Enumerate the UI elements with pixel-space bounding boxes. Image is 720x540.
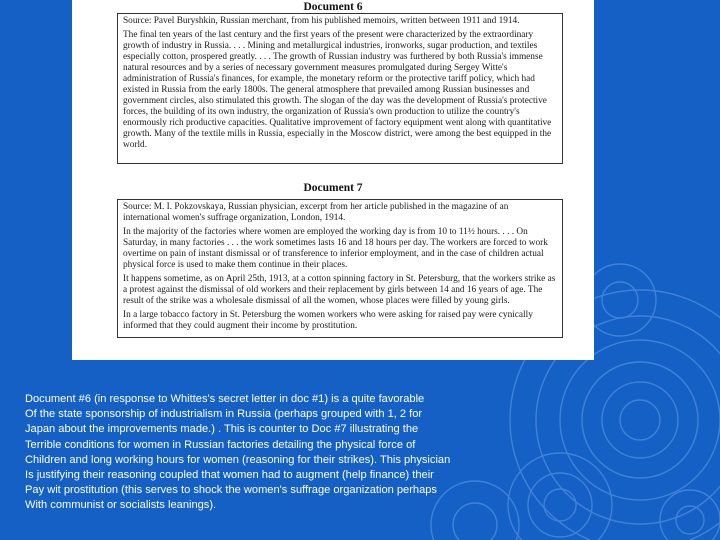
caption-line: Pay wit prostitution (this serves to shock the women's suffrage organization perhaps	[25, 484, 437, 497]
document-7-source: Source: M. I. Pokzovskaya, Russian physician, excerpt from her article published in the magazine of an international women's suffrage organization, London, 1914.	[123, 202, 509, 223]
caption-line: Is justifying their reasoning coupled that women had to augment (help finance) their	[25, 469, 434, 482]
document-7-title: Document 7	[303, 182, 363, 194]
document-6-box	[117, 13, 563, 164]
document-7-box	[117, 199, 563, 338]
caption-line: With communist or socialists leanings).	[25, 499, 217, 512]
caption-line: Document #6 (in response to Whittes's secret letter in doc #1) is a quite favorable	[25, 393, 425, 405]
caption-line: Children and long working hours for women (reasoning for their strikes). This physician	[25, 453, 451, 466]
document-7-paragraph: It happens sometime, as on April 25th, 1913, at a cotton spinning factory in St. Petersburg, that the workers strike as a protest against the dismissal of old workers and their replacement by girls between 14 and 16 years of age. The result of the strike was a wholesale dismissal of all the women, whose places were filled by young girls.	[123, 274, 556, 306]
document-image	[72, 0, 594, 360]
caption-line: Terrible conditions for women in Russian factories detailing the physical force of	[25, 438, 416, 451]
document-6-title: Document 6	[303, 1, 363, 13]
document-7-paragraph: In a large tobacco factory in St. Petersburg the women workers who were asking for raised pay were cynically informed that they could augment their income by prostitution.	[123, 310, 533, 331]
caption-line: Japan about the improvements made.) . This is counter to Doc #7 illustrating the	[25, 423, 419, 436]
caption-line: Of the state sponsorship of industrialism in Russia (perhaps grouped with 1, 2 for	[25, 408, 423, 421]
document-7-paragraph: In the majority of the factories where women are employed the working day is from 10 to 11½ hours. . . . On Saturday, in many factories . . . the work sometimes lasts 16 and 18 hours per day. The workers are forced to work overtime on pain of instant dismissal or of transference to inferior employment, and in the case of children actual physical force is used to make them continue in their places.	[123, 227, 548, 270]
document-6-source: Source: Pavel Buryshkin, Russian merchant, from his published memoirs, written between 1911 and 1914.	[123, 16, 520, 26]
document-6-body: The final ten years of the last century and the first years of the present were characterized by the extraordinary growth of industry in Russia. . . . Mining and metallurgical industries, ironworks, sugar production, and textiles especially cotton, prospered greatly. . . . The growth of Russian industry was furthered by both Russia's immense natural resources and by a series of necessary government measures promulgated during Sergey Witte's administration of Russia's finances, for example, the monetary reform or the protective tariff policy, which had existed in Russia from the early 1800s. The general atmosphere that prevailed among Russian businesses and government circles, also stimulated this growth. The slogan of the day was the development of Russia's protective forces, the building of its own industry, the organization of Russia's own production to utilize the country's enormously rich productive capacities. Qualitative improvement of factory equipment went along with quantitative growth. Many of the textile mills in Russia, especially in the Moscow district, were among the best equipped in the world.	[123, 30, 552, 150]
slide-caption	[25, 392, 495, 514]
